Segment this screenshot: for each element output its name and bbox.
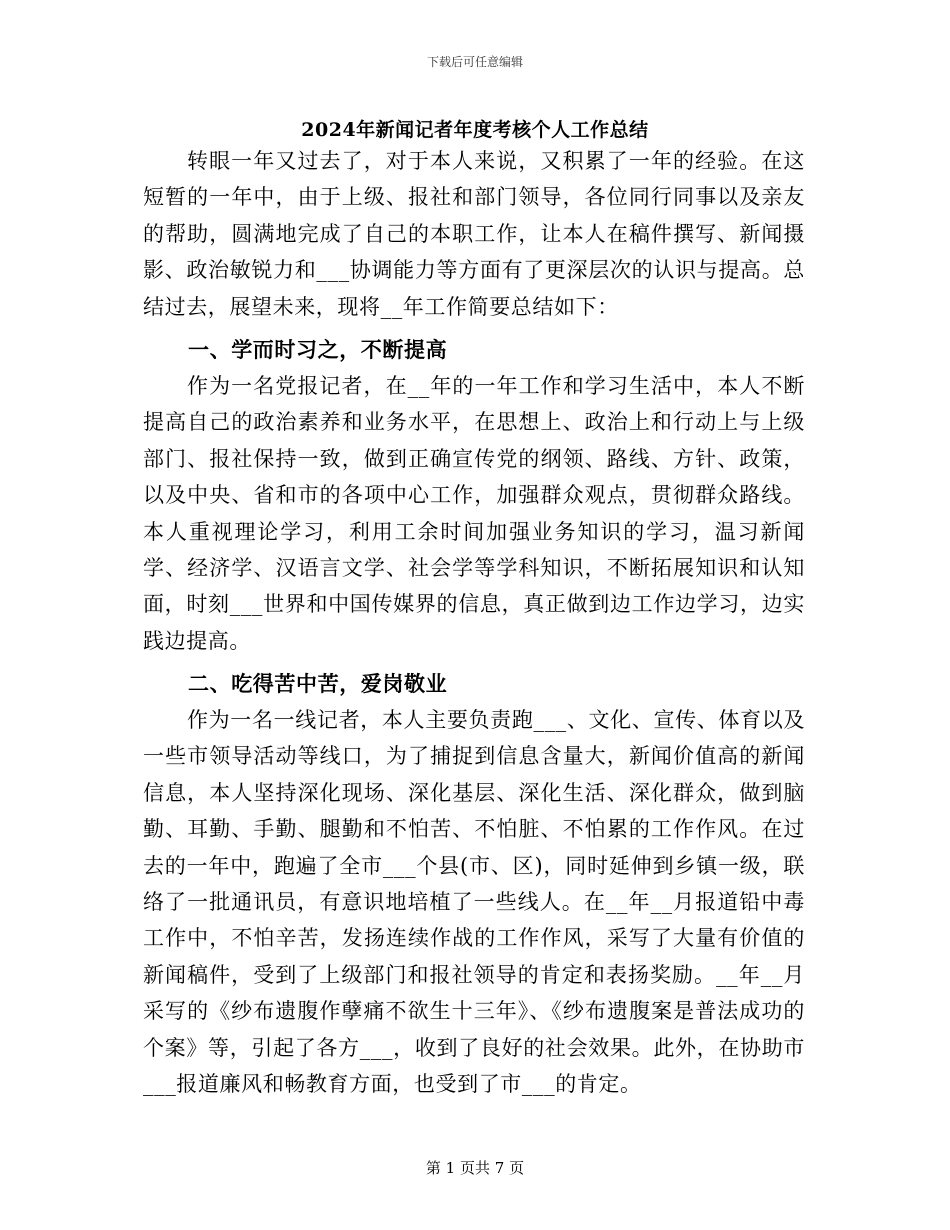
document-title: 2024年新闻记者年度考核个人工作总结 — [301, 119, 649, 141]
download-note: 下载后可任意编辑 — [426, 55, 523, 69]
intro-paragraph: 转眼一年又过去了，对于本人来说，又积累了一年的经验。在这短暂的一年中，由于上级、报社和部门领导，各位同行同事以及亲友的帮助，圆满地完成了自己的本职工作，让本人在稿件撰写、新闻摄影、政治敏锐力和___协调能力等方面有了更深层次的认识与提高。总结过去，展望未来，现将__年工作简要总结如下： — [143, 149, 805, 319]
section-paragraph-1: 作为一名党报记者，在__年的一年工作和学习生活中，本人不断提高自己的政治素养和业务水平，在思想上、政治上和行动上与上级部门、报社保持一致，做到正确宣传党的纲领、路线、方针、政策，以及中央、省和市的各项中心工作，加强群众观点，贯彻群众路线。本人重视理论学习，利用工余时间加强业务知识的学习，温习新闻学、经济学、汉语言文学、社会学等学科知识，不断拓展知识和认知面，时刻___世界和中国传媒界的信息，真正做到边工作边学习，边实践边提高。 — [143, 374, 805, 653]
page-number: 第 1 页共 7 页 — [425, 1159, 525, 1177]
section-paragraph-2: 作为一名一线记者，本人主要负责跑___、文化、宣传、体育以及一些市领导活动等线口，为了捕捉到信息含量大，新闻价值高的新闻信息，本人坚持深化现场、深化基层、深化生活、深化群众，做到脑勤、耳勤、手勤、腿勤和不怕苦、不怕脏、不怕累的工作作风。在过去的一年中，跑遍了全市___个县(市、区)，同时延伸到乡镇一级，联络了一批通讯员，有意识地培植了一些线人。在__年__月报道铅中毒工作中，不怕辛苦，发扬连续作战的工作作风，采写了大量有价值的新闻稿件，受到了上级部门和报社领导的肯定和表扬奖励。__年__月采写的《纱布遗腹作孽痛不欲生十三年》、《纱布遗腹案是普法成功的个案》等，引起了各方___，收到了良好的社会效果。此外，在协助市___报道廉风和畅教育方面，也受到了市___的肯定。 — [143, 708, 805, 1097]
section-heading-1: 一、学而时习之，不断提高 — [188, 337, 448, 362]
section-heading-2: 二、吃得苦中苦，爱岗敬业 — [188, 671, 448, 696]
